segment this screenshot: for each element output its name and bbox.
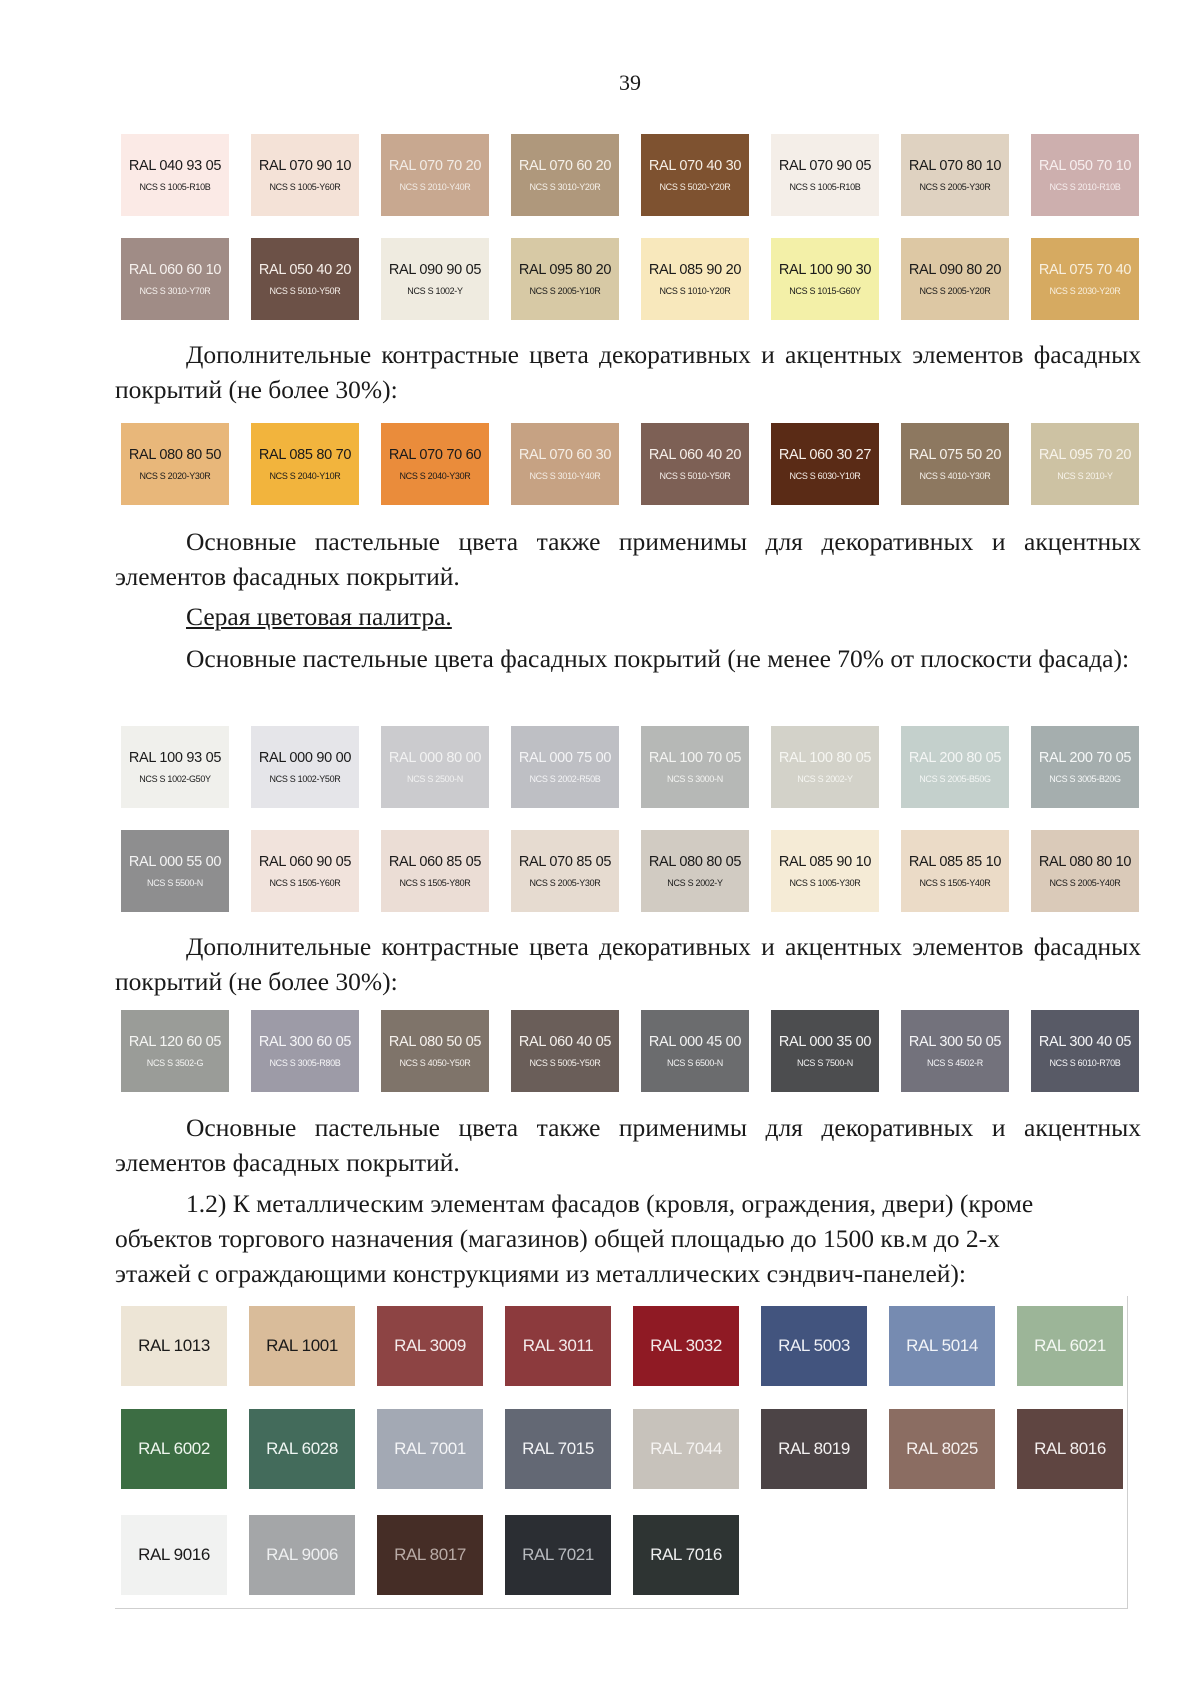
ncs-code: NCS S 2010-Y (1057, 471, 1113, 481)
color-swatch (381, 423, 489, 505)
color-swatch (511, 238, 619, 320)
color-swatch (1031, 423, 1139, 505)
color-swatch (1017, 1306, 1123, 1386)
color-swatch (1031, 238, 1139, 320)
color-swatch (377, 1306, 483, 1386)
ncs-code: NCS S 1505-Y40R (919, 878, 991, 888)
ral-code: RAL 040 93 05 (128, 158, 222, 174)
ral-code: RAL 6002 (138, 1439, 210, 1458)
ral-code: RAL 060 40 20 (648, 447, 742, 463)
ral-code: RAL 100 70 05 (648, 750, 742, 766)
ral-code: RAL 7001 (394, 1439, 466, 1458)
ral-code: RAL 060 85 05 (388, 854, 482, 870)
color-swatch (761, 1306, 867, 1386)
color-swatch (771, 423, 879, 505)
text-grey-main: Основные пастельные цвета фасадных покрытий (не менее 70% от плоскости фасада): (186, 644, 1130, 673)
ral-code: RAL 100 90 30 (778, 262, 872, 278)
ral-code: RAL 200 70 05 (1038, 750, 1132, 766)
color-swatch (641, 1010, 749, 1092)
color-swatch (249, 1515, 355, 1595)
ncs-code: NCS S 1005-Y30R (789, 878, 861, 888)
color-swatch (641, 830, 749, 912)
color-swatch (633, 1409, 739, 1489)
color-swatch (251, 423, 359, 505)
ral-code: RAL 000 80 00 (388, 750, 482, 766)
ral-code: RAL 060 30 27 (778, 447, 872, 463)
ncs-code: NCS S 3010-Y40R (529, 471, 601, 481)
ncs-code: NCS S 1005-Y60R (269, 182, 341, 192)
ral-code: RAL 9006 (266, 1545, 338, 1564)
ral-code: RAL 060 90 05 (258, 854, 352, 870)
ral-code: RAL 070 90 10 (258, 158, 352, 174)
color-swatch (641, 134, 749, 216)
text-metal-line-3: этажей с ограждающими конструкциями из металлических сэндвич-панелей): (115, 1259, 967, 1288)
ral-code: RAL 3011 (522, 1336, 594, 1355)
ncs-code: NCS S 5010-Y50R (659, 471, 731, 481)
ral-code: RAL 7016 (650, 1545, 722, 1564)
ral-code: RAL 300 50 05 (908, 1034, 1002, 1050)
ral-code: RAL 1001 (266, 1336, 338, 1355)
color-swatch (511, 423, 619, 505)
ral-code: RAL 7044 (650, 1439, 722, 1458)
ral-code: RAL 095 80 20 (518, 262, 612, 278)
ncs-code: NCS S 4010-Y30R (919, 471, 991, 481)
color-swatch (889, 1306, 995, 1386)
page-number: 39 (619, 70, 641, 95)
ral-code: RAL 000 90 00 (258, 750, 352, 766)
color-swatch (641, 238, 749, 320)
color-swatch (901, 238, 1009, 320)
color-swatch (121, 423, 229, 505)
ncs-code: NCS S 1505-Y80R (399, 878, 471, 888)
color-swatch (251, 134, 359, 216)
ncs-code: NCS S 3010-Y70R (139, 286, 211, 296)
ral-code: RAL 060 60 10 (128, 262, 222, 278)
color-swatch (901, 726, 1009, 808)
color-swatch (121, 238, 229, 320)
color-swatch (771, 1010, 879, 1092)
color-swatch (633, 1306, 739, 1386)
ral-code: RAL 9016 (138, 1545, 210, 1564)
ral-code: RAL 8019 (778, 1439, 850, 1458)
ral-code: RAL 8025 (906, 1439, 978, 1458)
text-contrast-2: Дополнительные контрастные цвета декоративных и акцентных элементов фасадных покрытий (не более 30%): (115, 932, 1141, 996)
ncs-code: NCS S 3000-N (667, 774, 723, 784)
ncs-code: NCS S 2005-Y30R (919, 182, 991, 192)
ncs-code: NCS S 5005-Y50R (529, 1058, 601, 1068)
ral-code: RAL 8017 (394, 1545, 466, 1564)
ncs-code: NCS S 1002-G50Y (139, 774, 211, 784)
ral-code: RAL 080 80 05 (648, 854, 742, 870)
ncs-code: NCS S 3005-R80B (269, 1058, 341, 1068)
color-swatch (771, 134, 879, 216)
ral-code: RAL 070 80 10 (908, 158, 1002, 174)
ncs-code: NCS S 1015-G60Y (789, 286, 861, 296)
ncs-code: NCS S 2020-Y30R (139, 471, 211, 481)
ral-code: RAL 8016 (1034, 1439, 1106, 1458)
ral-code: RAL 070 40 30 (648, 158, 742, 174)
ncs-code: NCS S 2010-R10B (1049, 182, 1121, 192)
color-swatch (901, 423, 1009, 505)
color-swatch (121, 1010, 229, 1092)
ral-code: RAL 300 40 05 (1038, 1034, 1132, 1050)
ral-code: RAL 075 70 40 (1038, 262, 1132, 278)
color-swatch (249, 1409, 355, 1489)
ral-code: RAL 085 85 10 (908, 854, 1002, 870)
ral-code: RAL 7021 (522, 1545, 594, 1564)
ncs-code: NCS S 1505-Y60R (269, 878, 341, 888)
color-swatch (121, 134, 229, 216)
ncs-code: NCS S 1002-Y (407, 286, 463, 296)
ral-code: RAL 085 90 10 (778, 854, 872, 870)
text-pastel-applicable-1: Основные пастельные цвета также применимы для декоративных и акцентных элементов фасадных покрытий. (115, 527, 1141, 591)
text-metal-line-2: объектов торгового назначения (магазинов) общей площадью до 1500 кв.м до 2-х (115, 1224, 1000, 1253)
ral-code: RAL 080 50 05 (388, 1034, 482, 1050)
ncs-code: NCS S 2010-Y40R (399, 182, 471, 192)
color-swatch (641, 423, 749, 505)
color-swatch (761, 1409, 867, 1489)
color-swatch (251, 238, 359, 320)
ral-code: RAL 3009 (394, 1336, 466, 1355)
color-swatch (1031, 134, 1139, 216)
ncs-code: NCS S 5500-N (147, 878, 203, 888)
color-swatch (121, 1409, 227, 1489)
ral-code: RAL 085 90 20 (648, 262, 742, 278)
color-swatch (121, 830, 229, 912)
ral-code: RAL 070 70 60 (388, 447, 482, 463)
ncs-code: NCS S 2500-N (407, 774, 463, 784)
color-swatch (381, 1010, 489, 1092)
ral-code: RAL 050 70 10 (1038, 158, 1132, 174)
color-swatch (249, 1306, 355, 1386)
color-swatch (505, 1306, 611, 1386)
ral-code: RAL 200 80 05 (908, 750, 1002, 766)
color-swatch (381, 134, 489, 216)
ncs-code: NCS S 3005-B20G (1049, 774, 1121, 784)
ncs-code: NCS S 2002-Y (667, 878, 723, 888)
text-contrast-1: Дополнительные контрастные цвета декоративных и акцентных элементов фасадных покрытий (не более 30%): (115, 340, 1141, 404)
color-swatch (771, 726, 879, 808)
color-swatch (381, 726, 489, 808)
color-swatch (901, 830, 1009, 912)
color-swatch (511, 726, 619, 808)
color-swatch (511, 134, 619, 216)
color-swatch (381, 830, 489, 912)
color-swatch (1031, 830, 1139, 912)
ncs-code: NCS S 2005-Y40R (1049, 878, 1121, 888)
ncs-code: NCS S 6030-Y10R (789, 471, 861, 481)
ral-code: RAL 095 70 20 (1038, 447, 1132, 463)
ral-code: RAL 6028 (266, 1439, 338, 1458)
ncs-code: NCS S 5010-Y50R (269, 286, 341, 296)
ral-code: RAL 000 75 00 (518, 750, 612, 766)
ncs-code: NCS S 6010-R70B (1049, 1058, 1121, 1068)
color-swatch (251, 830, 359, 912)
ral-code: RAL 000 45 00 (648, 1034, 742, 1050)
color-swatch (771, 830, 879, 912)
ncs-code: NCS S 1002-Y50R (269, 774, 341, 784)
ncs-code: NCS S 4050-Y50R (399, 1058, 471, 1068)
ral-code: RAL 5003 (778, 1336, 850, 1355)
ncs-code: NCS S 3010-Y20R (529, 182, 601, 192)
ral-code: RAL 085 80 70 (258, 447, 352, 463)
ral-code: RAL 090 80 20 (908, 262, 1002, 278)
ral-code: RAL 075 50 20 (908, 447, 1002, 463)
ral-code: RAL 1013 (138, 1336, 210, 1355)
ral-code: RAL 000 35 00 (778, 1034, 872, 1050)
ral-code: RAL 100 80 05 (778, 750, 872, 766)
ral-code: RAL 6021 (1034, 1336, 1106, 1355)
ncs-code: NCS S 2005-Y10R (529, 286, 601, 296)
ral-code: RAL 080 80 50 (128, 447, 222, 463)
color-swatch (121, 1515, 227, 1595)
ral-code: RAL 5014 (906, 1336, 978, 1355)
ral-code: RAL 7015 (522, 1439, 594, 1458)
ncs-code: NCS S 1010-Y20R (659, 286, 731, 296)
color-swatch (377, 1409, 483, 1489)
ral-code: RAL 070 85 05 (518, 854, 612, 870)
ncs-code: NCS S 2002-R50B (529, 774, 601, 784)
ncs-code: NCS S 2005-B50G (919, 774, 991, 784)
ral-code: RAL 070 60 20 (518, 158, 612, 174)
ncs-code: NCS S 4502-R (927, 1058, 983, 1068)
ral-code: RAL 070 60 30 (518, 447, 612, 463)
ral-code: RAL 070 70 20 (388, 158, 482, 174)
ncs-code: NCS S 2005-Y30R (529, 878, 601, 888)
heading-grey-palette: Серая цветовая палитра. (186, 602, 452, 631)
color-swatch (505, 1515, 611, 1595)
ral-code: RAL 100 93 05 (128, 750, 222, 766)
text-metal-line-1: 1.2) К металлическим элементам фасадов (кровля, ограждения, двери) (кроме (186, 1189, 1034, 1218)
ral-code: RAL 3032 (650, 1336, 722, 1355)
color-swatch (121, 726, 229, 808)
ncs-code: NCS S 2002-Y (797, 774, 853, 784)
ral-code: RAL 120 60 05 (128, 1034, 222, 1050)
ncs-code: NCS S 2005-Y20R (919, 286, 991, 296)
color-swatch (511, 830, 619, 912)
ral-code: RAL 050 40 20 (258, 262, 352, 278)
ral-code: RAL 070 90 05 (778, 158, 872, 174)
color-swatch (121, 1306, 227, 1386)
color-swatch (251, 726, 359, 808)
ral-code: RAL 080 80 10 (1038, 854, 1132, 870)
ral-code: RAL 000 55 00 (128, 854, 222, 870)
ral-code: RAL 060 40 05 (518, 1034, 612, 1050)
ncs-code: NCS S 2040-Y30R (399, 471, 471, 481)
color-swatch (251, 1010, 359, 1092)
text-pastel-applicable-2: Основные пастельные цвета также применимы для декоративных и акцентных элементов фасадных покрытий. (115, 1113, 1141, 1177)
color-swatch (633, 1515, 739, 1595)
color-swatch (901, 1010, 1009, 1092)
ncs-code: NCS S 1005-R10B (789, 182, 861, 192)
color-swatch (771, 238, 879, 320)
color-swatch (1017, 1409, 1123, 1489)
ncs-code: NCS S 5020-Y20R (659, 182, 731, 192)
color-swatch (901, 134, 1009, 216)
color-swatch (377, 1515, 483, 1595)
color-swatch (1031, 726, 1139, 808)
ral-code: RAL 090 90 05 (388, 262, 482, 278)
ral-code: RAL 300 60 05 (258, 1034, 352, 1050)
color-swatch (1031, 1010, 1139, 1092)
ncs-code: NCS S 3502-G (146, 1058, 204, 1068)
ncs-code: NCS S 2030-Y20R (1049, 286, 1121, 296)
ncs-code: NCS S 1005-R10B (139, 182, 211, 192)
ncs-code: NCS S 6500-N (667, 1058, 723, 1068)
color-swatch (505, 1409, 611, 1489)
color-swatch (889, 1409, 995, 1489)
ncs-code: NCS S 7500-N (797, 1058, 853, 1068)
ncs-code: NCS S 2040-Y10R (269, 471, 341, 481)
color-swatch (381, 238, 489, 320)
color-swatch (641, 726, 749, 808)
color-swatch (511, 1010, 619, 1092)
